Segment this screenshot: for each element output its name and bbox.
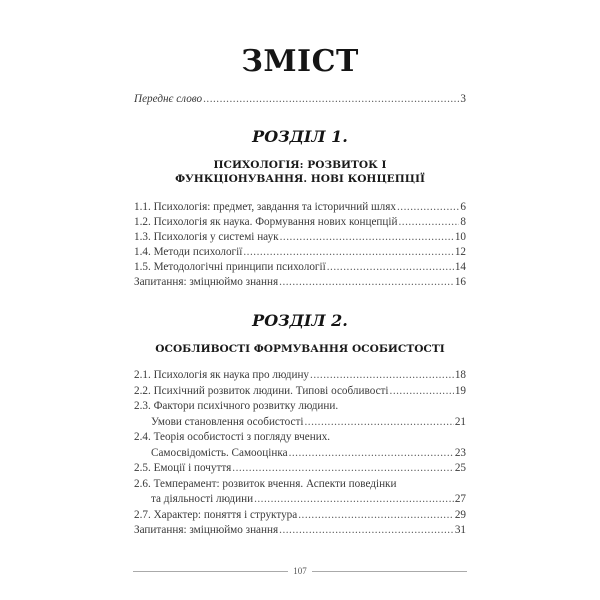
toc-entry-title: 1.3. Психологія у системі наук: [134, 231, 279, 243]
toc-entry-page: 25: [454, 462, 466, 474]
toc-entry-title: 2.2. Психічний розвиток людини. Типові особливості: [134, 384, 389, 397]
toc-entry[interactable]: [134, 508, 466, 522]
chapter-2-heading: РОЗДІЛ 2.: [252, 311, 348, 330]
dot-leader: [298, 508, 454, 522]
toc-entry-page: 23: [454, 446, 466, 459]
toc-entry-page: 14: [454, 261, 466, 273]
toc-entry-page: 16: [454, 276, 466, 288]
toc-entry-page: 6: [460, 201, 466, 213]
toc-entry[interactable]: [134, 245, 466, 259]
page-title: ЗМІСТ: [241, 44, 359, 79]
dot-leader: [304, 415, 453, 429]
dot-leader: [310, 368, 454, 382]
toc-entry-first-line[interactable]: 2.3. Фактори психічного розвитку людини.: [134, 400, 339, 412]
dot-leader: [289, 446, 454, 460]
dot-leader: [397, 200, 459, 214]
toc-entry[interactable]: [134, 368, 466, 382]
dot-leader: [327, 260, 454, 274]
toc-entry-page: 19: [454, 384, 466, 397]
toc-entry-page: 18: [454, 369, 466, 381]
toc-entry-page: 31: [454, 524, 466, 536]
toc-entry-title: 2.7. Характер: поняття і структура: [134, 508, 298, 521]
toc-entry[interactable]: [134, 260, 466, 274]
dot-leader: [243, 245, 453, 259]
toc-entry-page: 29: [454, 508, 466, 521]
dot-leader: [390, 384, 454, 398]
chapter-1-subtitle-line-1: ПСИХОЛОГІЯ: РОЗВИТОК І: [213, 159, 387, 171]
toc-entry-page: 21: [454, 415, 466, 428]
dot-leader: [279, 523, 454, 537]
toc-entry-page: 8: [460, 216, 466, 228]
toc-entry-title: 1.4. Методи психології: [134, 246, 243, 258]
dot-leader: [279, 275, 454, 289]
toc-entry-title: та діяльності людини: [151, 493, 254, 505]
toc-entry[interactable]: [134, 523, 466, 537]
toc-entry-title: 2.1. Психологія як наука про людину: [134, 369, 310, 381]
toc-entry[interactable]: [151, 492, 466, 506]
toc-entry-first-line[interactable]: 2.4. Теорія особистості з погляду вчених.: [134, 431, 331, 443]
page-footer: [133, 566, 467, 576]
toc-entry[interactable]: [151, 446, 466, 460]
toc-entry-title: 1.2. Психологія як наука. Формування нових концепцій: [134, 216, 398, 228]
dot-leader: [398, 215, 459, 229]
toc-entry-foreword[interactable]: [134, 92, 466, 106]
toc-entry-title: 1.5. Методологічні принципи психології: [134, 261, 326, 273]
toc-entry[interactable]: [134, 200, 466, 214]
toc-entry-first-line[interactable]: 2.6. Темперамент: розвиток вчення. Аспекти поведінки: [134, 477, 397, 490]
page-number: 107: [293, 566, 307, 576]
footer-rule-right: [312, 571, 467, 572]
chapter-1-heading: РОЗДІЛ 1.: [252, 127, 348, 146]
chapter-1-subtitle-line-2: ФУНКЦІОНУВАННЯ. НОВІ КОНЦЕПЦІЇ: [175, 173, 425, 185]
dot-leader: [203, 92, 459, 106]
toc-entry-title: Умови становлення особистості: [151, 415, 304, 428]
toc-entry-title: Переднє слово: [134, 93, 203, 105]
toc-entry[interactable]: [134, 215, 466, 229]
dot-leader: [254, 492, 454, 506]
toc-entry-title: 1.1. Психологія: предмет, завдання та історичний шлях: [134, 201, 396, 213]
toc-entry[interactable]: [134, 230, 466, 244]
chapter-2-subtitle: ОСОБЛИВОСТІ ФОРМУВАННЯ ОСОБИСТОСТІ: [155, 343, 445, 355]
toc-entry-page: 12: [454, 246, 466, 258]
toc-entry-title: Запитання: зміцнюймо знання: [134, 276, 279, 288]
toc-entry-page: 3: [460, 93, 466, 105]
toc-entry-page: 27: [454, 493, 466, 505]
toc-entry[interactable]: [134, 275, 466, 289]
toc-entry[interactable]: [134, 461, 466, 475]
toc-entry-title: Самосвідомість. Самооцінка: [151, 446, 288, 459]
dot-leader: [232, 461, 454, 475]
toc-entry[interactable]: [134, 384, 466, 398]
toc-entry-page: 10: [454, 231, 466, 243]
toc-entry-title: 2.5. Емоції і почуття: [134, 462, 232, 474]
toc-entry-title: Запитання: зміцнюймо знання: [134, 524, 279, 536]
toc-entry[interactable]: [151, 415, 466, 429]
dot-leader: [280, 230, 454, 244]
footer-rule-left: [133, 571, 288, 572]
